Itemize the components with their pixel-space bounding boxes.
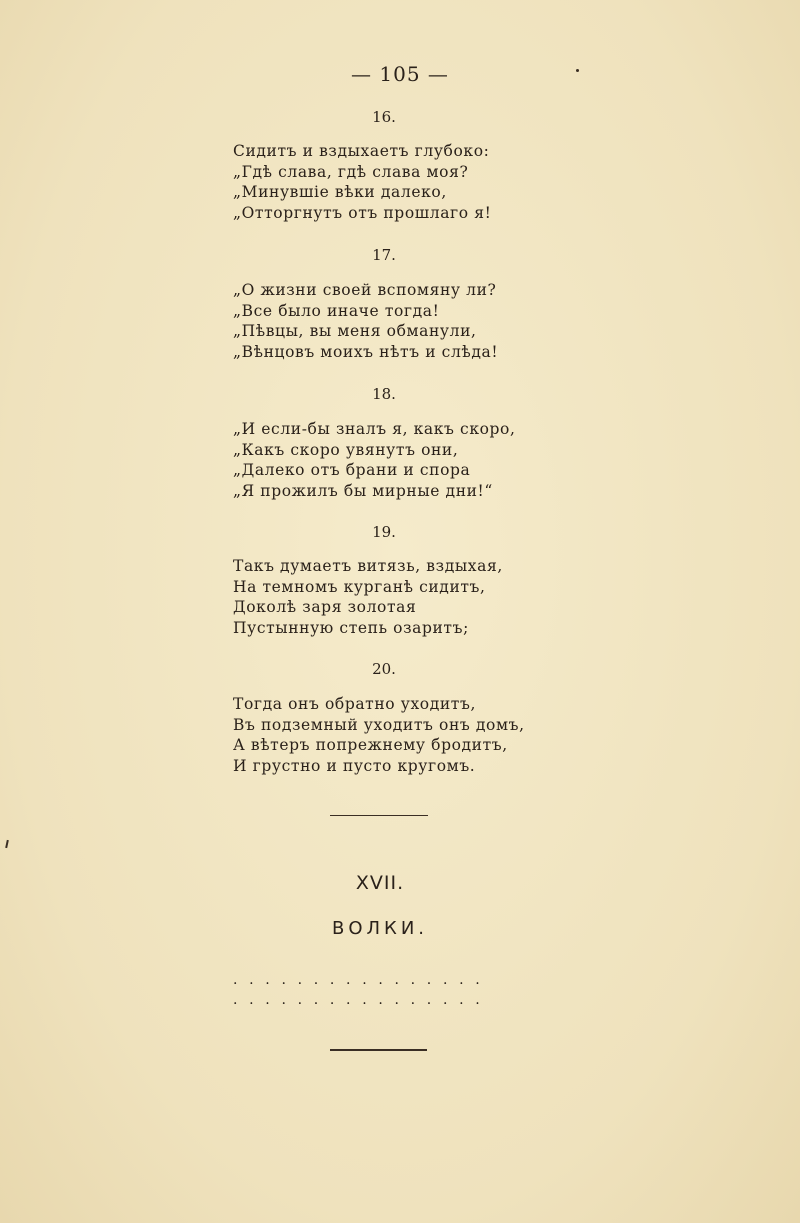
stanza-number: 19. xyxy=(372,523,396,541)
verse-line: Такъ думаетъ витязь, вздыхая, xyxy=(233,557,503,575)
verse-line: „Пѣвцы, вы меня обманули, xyxy=(233,322,477,340)
verse-line: „Гдѣ слава, гдѣ слава моя? xyxy=(233,162,469,181)
verse-line: И грустно и пусто кругомъ. xyxy=(233,756,476,775)
stanza xyxy=(233,280,553,362)
verse-line: Пустынную степь озаритъ; xyxy=(233,618,469,637)
stanza-number: 16. xyxy=(372,108,396,126)
stanza xyxy=(233,694,553,776)
end-rule xyxy=(330,1049,427,1051)
ellipsis-row: ................ xyxy=(233,972,492,988)
stanza-number: 17. xyxy=(372,246,396,264)
verse-line: „Все было иначе тогда! xyxy=(233,301,440,320)
verse-line: „Я прожилъ бы мирные дни!“ xyxy=(233,481,493,500)
print-speck xyxy=(576,69,579,72)
print-speck xyxy=(5,840,9,848)
stanza-number: 20. xyxy=(372,660,396,678)
verse-line: Тогда онъ обратно уходитъ, xyxy=(233,695,476,713)
stanza xyxy=(233,556,553,638)
section-divider xyxy=(330,815,428,816)
ellipsis-row: ................ xyxy=(233,992,492,1008)
verse-line: Въ подземный уходитъ онъ домъ, xyxy=(233,715,525,734)
verse-line: „Вѣнцовъ моихъ нѣтъ и слѣда! xyxy=(233,342,499,361)
verse-line: „Минувшіе вѣки далеко, xyxy=(233,183,447,201)
verse-line: Доколѣ заря золотая xyxy=(233,598,417,616)
page-number: — 105 — xyxy=(351,62,449,86)
verse-line: „И если-бы зналъ я, какъ скоро, xyxy=(233,420,516,438)
stanza-number: 18. xyxy=(372,385,396,403)
verse-line: „Какъ скоро увянутъ они, xyxy=(233,440,459,459)
verse-line: На темномъ курганѣ сидитъ, xyxy=(233,577,486,596)
verse-line: Сидитъ и вздыхаетъ глубоко: xyxy=(233,142,490,160)
verse-line: „О жизни своей вспомяну ли? xyxy=(233,281,497,299)
section-number: XVII. xyxy=(355,872,405,894)
verse-line: А вѣтеръ попрежнему бродитъ, xyxy=(233,736,508,754)
verse-line: „Далеко отъ брани и спора xyxy=(233,461,471,479)
verse-line: „Отторгнутъ отъ прошлаго я! xyxy=(233,203,492,222)
stanza xyxy=(233,419,553,501)
stanza xyxy=(233,141,553,223)
section-title: ВОЛКИ. xyxy=(331,918,429,939)
